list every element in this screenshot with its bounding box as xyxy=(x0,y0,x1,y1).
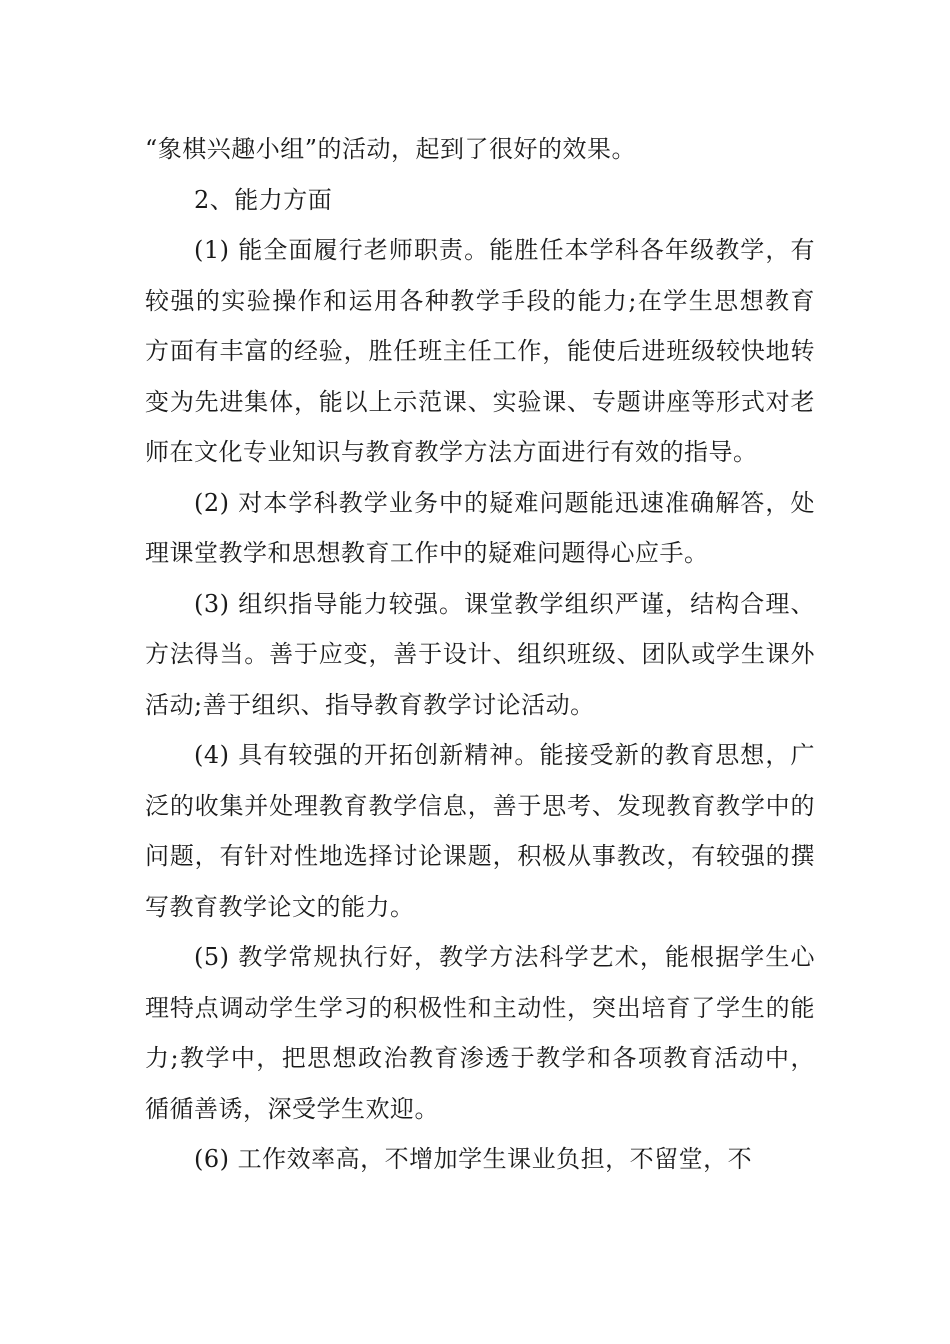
document-page xyxy=(145,124,815,1185)
paragraph-item-3: (3) 组织指导能力较强。课堂教学组织严谨，结构合理、方法得当。善于应变，善于设计、组织班级、团队或学生课外活动;善于组织、指导教育教学讨论活动。 xyxy=(145,589,815,719)
paragraph-item-5: (5) 教学常规执行好，教学方法科学艺术，能根据学生心理特点调动学生学习的积极性和主动性，突出培育了学生的能力;教学中，把思想政治教育渗透于教学和各项教育活动中，循循善诱，深受学生欢迎。 xyxy=(145,943,815,1123)
paragraph-item-1: (1) 能全面履行老师职责。能胜任本学科各年级教学，有较强的实验操作和运用各种教学手段的能力;在学生思想教育方面有丰富的经验，胜任班主任工作，能使后进班级较快地转变为先进集体，能以上示范课、实验课、专题讲座等形式对老师在文化专业知识与教育教学方法方面进行有效的指导。 xyxy=(145,236,815,466)
section-heading-ability: 2、能力方面 xyxy=(194,185,333,214)
paragraph-item-4: (4) 具有较强的开拓创新精神。能接受新的教育思想，广泛的收集并处理教育教学信息，善于思考、发现教育教学中的问题，有针对性地选择讨论课题，积极从事教改，有较强的撰写教育教学论文的能力。 xyxy=(145,741,815,921)
paragraph-item-6: (6) 工作效率高，不增加学生课业负担，不留堂，不 xyxy=(194,1145,753,1173)
paragraph-1: “象棋兴趣小组”的活动，起到了很好的效果。 xyxy=(145,135,637,163)
paragraph-item-2: (2) 对本学科教学业务中的疑难问题能迅速准确解答，处理课堂教学和思想教育工作中的疑难问题得心应手。 xyxy=(145,488,815,567)
